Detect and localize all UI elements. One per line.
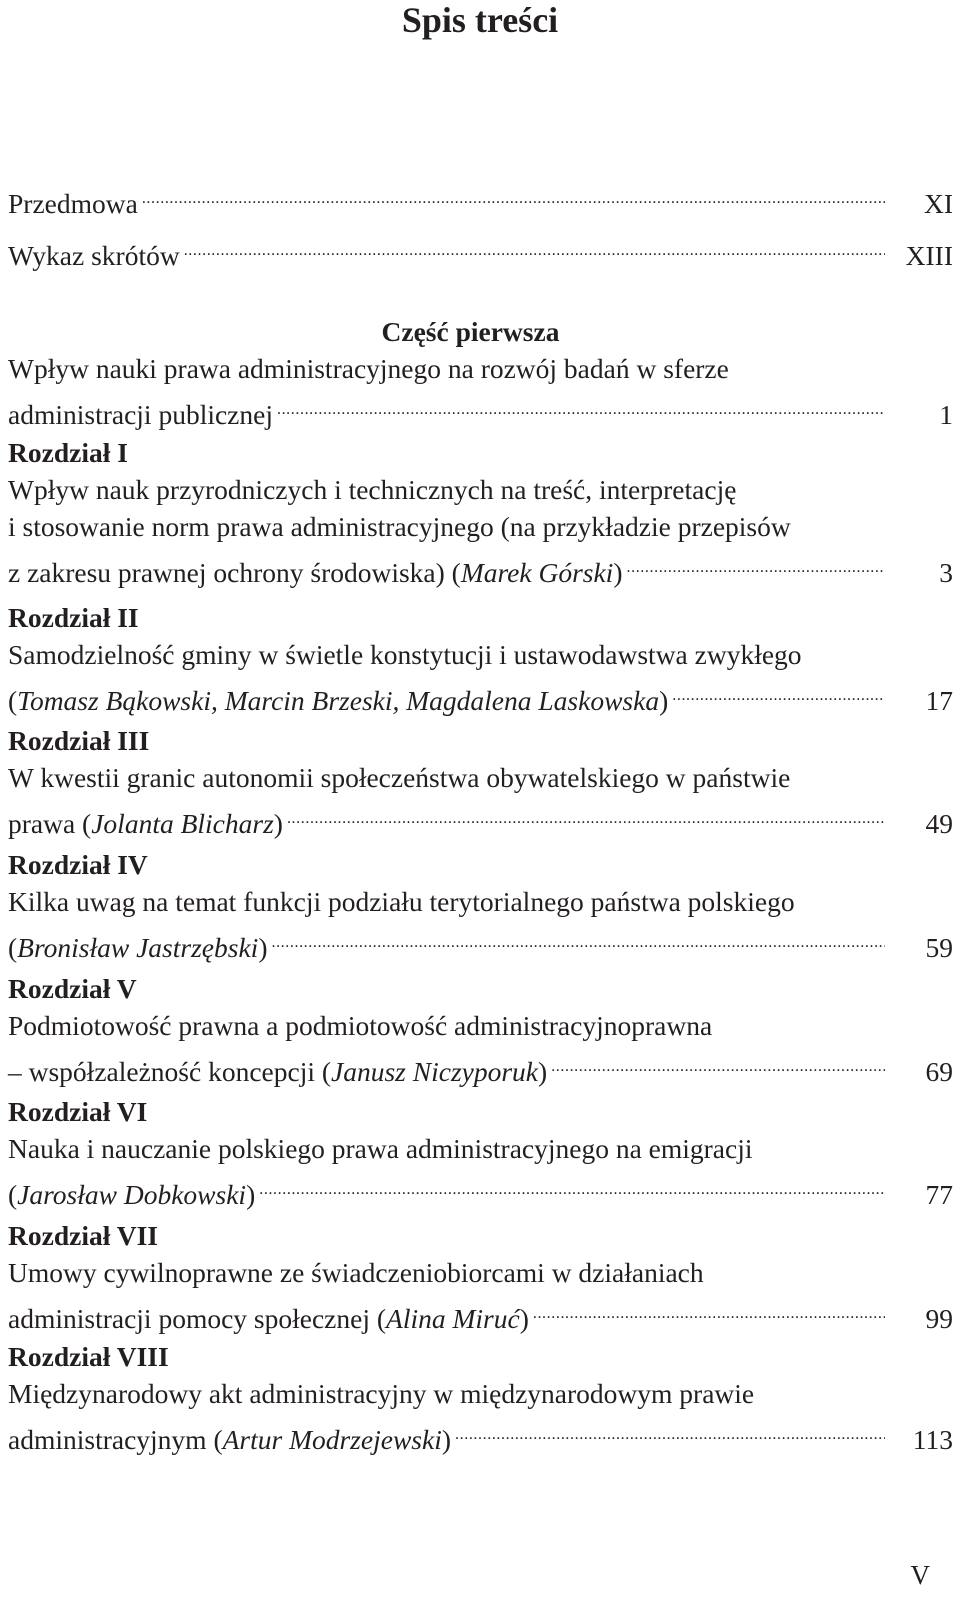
dot-leader <box>184 228 885 265</box>
toc-entry-author: Janusz Niczyporuk <box>331 1056 539 1087</box>
toc-entry-author: Alina Miruć <box>386 1303 520 1334</box>
toc-entry-last-line <box>8 920 953 963</box>
toc-entry-last-line <box>8 545 953 588</box>
toc-chapter-entry[interactable] <box>8 1093 953 1210</box>
dot-leader <box>271 920 885 957</box>
toc-entry-title-line: Wpływ nauk przyrodniczych i technicznych na treść, interpretację <box>8 474 737 505</box>
toc-page-number: 1 <box>939 399 953 430</box>
toc-page-number: 113 <box>912 1424 953 1455</box>
toc-entry-last-line <box>8 673 953 716</box>
toc-entry-last-line <box>8 796 953 839</box>
toc-chapter-entry[interactable] <box>8 1338 953 1455</box>
toc-entry-text: ) <box>519 1303 529 1334</box>
chapter-heading: Rozdział VI <box>8 1096 148 1127</box>
toc-part-one[interactable] <box>8 313 953 430</box>
chapter-heading: Rozdział IV <box>8 849 148 880</box>
toc-entry-title-line <box>8 682 668 719</box>
toc-entry-title-line <box>8 554 623 591</box>
toc-page-number: 49 <box>925 808 953 839</box>
toc-entry-text: administracyjnym ( <box>8 1424 223 1455</box>
dot-leader <box>533 1291 885 1328</box>
toc-entry-text: ) <box>273 808 283 839</box>
toc-chapter-entry[interactable] <box>8 1217 953 1334</box>
toc-entry-title-line <box>8 1300 529 1337</box>
chapter-heading: Rozdział VIII <box>8 1341 169 1372</box>
toc-entry-title-line: Kilka uwag na temat funkcji podziału terytorialnego państwa polskiego <box>8 886 795 917</box>
toc-entry-text: ) <box>538 1056 548 1087</box>
toc-entry-text: prawa ( <box>8 808 92 839</box>
toc-entry-title-line: i stosowanie norm prawa administracyjnego (na przykładzie przepisów <box>8 511 791 542</box>
dot-leader <box>277 387 885 424</box>
chapter-heading: Rozdział V <box>8 973 137 1004</box>
toc-entry-author: Artur Modrzejewski <box>222 1424 442 1455</box>
toc-entry-text: ) <box>441 1424 452 1455</box>
toc-entry-title-line: Samodzielność gminy w świetle konstytucji i ustawodawstwa zwykłego <box>8 639 802 670</box>
toc-entry-text: ) <box>613 557 623 588</box>
chapter-heading: Rozdział I <box>8 437 128 468</box>
toc-entry-author: Tomasz Bąkowski, Marcin Brzeski, Magdalena Laskowska <box>17 685 660 716</box>
toc-entry-title-line: Nauka i nauczanie polskiego prawa administracyjnego na emigracji <box>8 1133 753 1164</box>
toc-page-number: 69 <box>925 1056 953 1087</box>
toc-entry-text: ) <box>258 932 268 963</box>
toc-entry-label: Wykaz skrótów <box>8 240 180 271</box>
chapter-heading: Rozdział VII <box>8 1220 158 1251</box>
toc-entry-last-line <box>8 1412 953 1455</box>
toc-entry-last-line <box>8 1167 953 1210</box>
toc-entry-title-line <box>8 1053 547 1090</box>
toc-entry-text: ) <box>246 1179 256 1210</box>
toc-entry-text: administracji pomocy społecznej ( <box>8 1303 387 1334</box>
toc-entry-last-line <box>8 1291 953 1334</box>
toc-entry-title-line: administracji publicznej <box>8 399 273 430</box>
toc-entry-text: ( <box>8 685 18 716</box>
toc-entry-text: ( <box>8 1179 18 1210</box>
toc-entry-preface[interactable] <box>8 176 953 219</box>
chapter-heading: Rozdział III <box>8 725 150 756</box>
toc-entry-abbreviations[interactable] <box>8 228 953 271</box>
toc-chapter-entry[interactable] <box>8 846 953 963</box>
dot-leader <box>627 545 886 582</box>
toc-chapter-entry[interactable] <box>8 599 953 716</box>
toc-entry-text: z zakresu prawnej ochrony środowiska) ( <box>8 557 461 588</box>
toc-page-number: XIII <box>905 240 953 271</box>
toc-chapter-entry[interactable] <box>8 434 953 588</box>
toc-page-number: 17 <box>925 685 953 716</box>
toc-entry-title-line: Wpływ nauki prawa administracyjnego na rozwój badań w sferze <box>8 353 729 384</box>
toc-entry-label: Przedmowa <box>8 188 138 219</box>
toc-entry-title-line <box>8 1176 255 1213</box>
toc-entry-title-line: Umowy cywilnoprawne ze świadczeniobiorcami w działaniach <box>8 1257 704 1288</box>
toc-entry-title-line: Podmiotowość prawna a podmiotowość administracyjnoprawna <box>8 1010 713 1041</box>
toc-entry-author: Jolanta Blicharz <box>91 808 274 839</box>
toc-entry-last-line <box>8 1044 953 1087</box>
dot-leader <box>142 176 885 213</box>
dot-leader <box>551 1044 885 1081</box>
toc-entry-title-line <box>8 1421 451 1458</box>
toc-entry-text: – współzależność koncepcji ( <box>8 1056 332 1087</box>
page-folio: V <box>910 1560 930 1590</box>
dot-leader <box>672 673 885 710</box>
page-title: Spis treści <box>401 0 559 40</box>
toc-entry-author: Bronisław Jastrzębski <box>17 932 259 963</box>
toc-entry-author: Marek Górski <box>460 557 614 588</box>
chapter-heading: Rozdział II <box>8 602 139 633</box>
toc-page-number: XI <box>923 188 953 219</box>
toc-chapter-entry[interactable] <box>8 722 953 839</box>
toc-page-number: 99 <box>925 1303 953 1334</box>
toc-page-number: 59 <box>925 932 953 963</box>
toc-chapter-entry[interactable] <box>8 970 953 1087</box>
toc-entry-title-line <box>8 805 283 842</box>
toc-entry-text: ( <box>8 932 18 963</box>
toc-entry-title-line: W kwestii granic autonomii społeczeństwa obywatelskiego w państwie <box>8 762 791 793</box>
dot-leader <box>287 796 885 833</box>
toc-entry-text: ) <box>659 685 669 716</box>
toc-page-number: 3 <box>939 557 953 588</box>
toc-entry-last-line <box>8 387 953 430</box>
toc-page-number: 77 <box>925 1179 953 1210</box>
toc-entry-title-line <box>8 929 267 966</box>
part-heading: Część pierwsza <box>381 316 560 347</box>
dot-leader <box>259 1167 885 1204</box>
dot-leader <box>455 1412 885 1449</box>
toc-entry-author: Jarosław Dobkowski <box>17 1179 247 1210</box>
toc-entry-title-line: Międzynarodowy akt administracyjny w międzynarodowym prawie <box>8 1378 755 1409</box>
